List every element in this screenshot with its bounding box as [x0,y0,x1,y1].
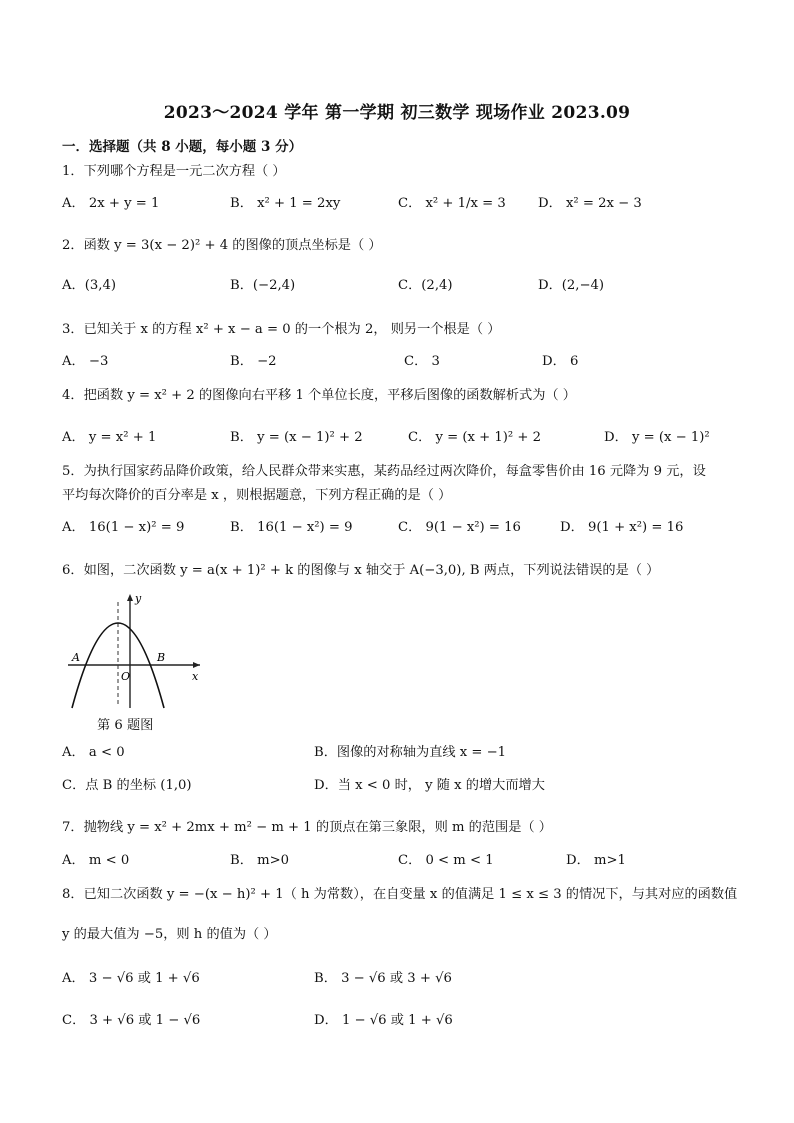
question-8-option-b: B． 3 − √6 或 3 + √6 [314,971,452,986]
figure-label-a: A [72,651,80,664]
question-8-option-c: C． 3 + √6 或 1 − √6 [62,1013,201,1028]
question-5-option-b: B． 16(1 − x²) = 9 [230,520,353,535]
question-7-option-b: B． m>0 [230,853,290,868]
question-1-option-a: A． 2x + y = 1 [62,196,160,211]
page-title: 2023～2024 学年 第一学期 初三数学 现场作业 2023.09 [163,103,631,123]
question-2-option-a: A．(3,4) [62,278,116,293]
question-3-stem: 3．已知关于 x 的方程 x² + x − a = 0 的一个根为 2， 则另一个根是（ ） [62,322,501,337]
question-8-option-d: D． 1 − √6 或 1 + √6 [314,1013,453,1028]
figure-label-y: y [135,592,142,605]
question-1-option-d: D． x² = 2x − 3 [538,196,642,211]
question-6-option-d: D．当 x < 0 时， y 随 x 的增大而增大 [314,778,545,793]
parabola-figure [68,590,204,710]
question-2-option-d: D．(2,−4) [538,278,605,293]
question-4-option-b: B． y = (x − 1)² + 2 [230,430,363,445]
question-7-stem: 7．抛物线 y = x² + 2mx + m² − m + 1 的顶点在第三象限，则 m 的范围是（ ） [62,820,552,835]
question-7-option-c: C． 0 < m < 1 [398,853,494,868]
question-5-stem-line-1: 5．为执行国家药品降价政策，给人民群众带来实惠，某药品经过两次降价，每盒零售价由 16 元降为 9 元，设 [62,464,706,479]
question-8-stem-line-2: y 的最大值为 −5，则 h 的值为（ ） [62,927,277,942]
question-2-option-b: B．(−2,4) [230,278,296,293]
question-3-option-c: C． 3 [404,354,440,369]
question-1-option-b: B． x² + 1 = 2xy [230,196,341,211]
figure-label-b: B [157,651,166,664]
question-3-option-a: A． −3 [62,354,109,369]
question-5-option-a: A． 16(1 − x)² = 9 [62,520,185,535]
section-heading: 一．选择题（共 8 小题，每小题 3 分） [62,139,303,155]
question-7-option-a: A． m < 0 [62,853,130,868]
question-5-option-d: D． 9(1 + x²) = 16 [560,520,684,535]
question-2-option-c: C．(2,4) [398,278,453,293]
question-8-stem-line-1: 8．已知二次函数 y = −(x − h)² + 1（ h 为常数），在自变量 x 的值满足 1 ≤ x ≤ 3 的情况下，与其对应的函数值 [62,887,738,902]
question-1-stem: 1．下列哪个方程是一元二次方程（ ） [62,164,286,179]
question-4-option-a: A． y = x² + 1 [62,430,157,445]
question-6-option-c: C．点 B 的坐标 (1,0) [62,778,192,793]
figure-label-origin: O [121,670,131,683]
question-5-option-c: C． 9(1 − x²) = 16 [398,520,521,535]
question-3-option-d: D． 6 [542,354,579,369]
question-8-option-a: A． 3 − √6 或 1 + √6 [62,971,200,986]
question-2-stem: 2．函数 y = 3(x − 2)² + 4 的图像的顶点坐标是（ ） [62,238,382,253]
question-7-option-d: D． m>1 [566,853,626,868]
figure-caption: 第 6 题图 [97,718,154,733]
question-1-option-c: C． x² + 1/x = 3 [398,196,506,211]
question-6-stem: 6．如图，二次函数 y = a(x + 1)² + k 的图像与 x 轴交于 A(−3,0), B 两点，下列说法错误的是（ ） [62,563,660,578]
question-4-option-d: D． y = (x − 1)² [604,430,710,445]
question-4-stem: 4．把函数 y = x² + 2 的图像向右平移 1 个单位长度，平移后图像的函数解析式为（ ） [62,388,576,403]
question-6-option-a: A． a < 0 [62,745,125,760]
figure-label-x: x [192,670,199,683]
question-6-option-b: B．图像的对称轴为直线 x = −1 [314,745,507,760]
question-5-stem-line-2: 平均每次降价的百分率是 x ，则根据题意，下列方程正确的是（ ） [62,488,452,503]
question-4-option-c: C． y = (x + 1)² + 2 [408,430,542,445]
question-3-option-b: B． −2 [230,354,277,369]
